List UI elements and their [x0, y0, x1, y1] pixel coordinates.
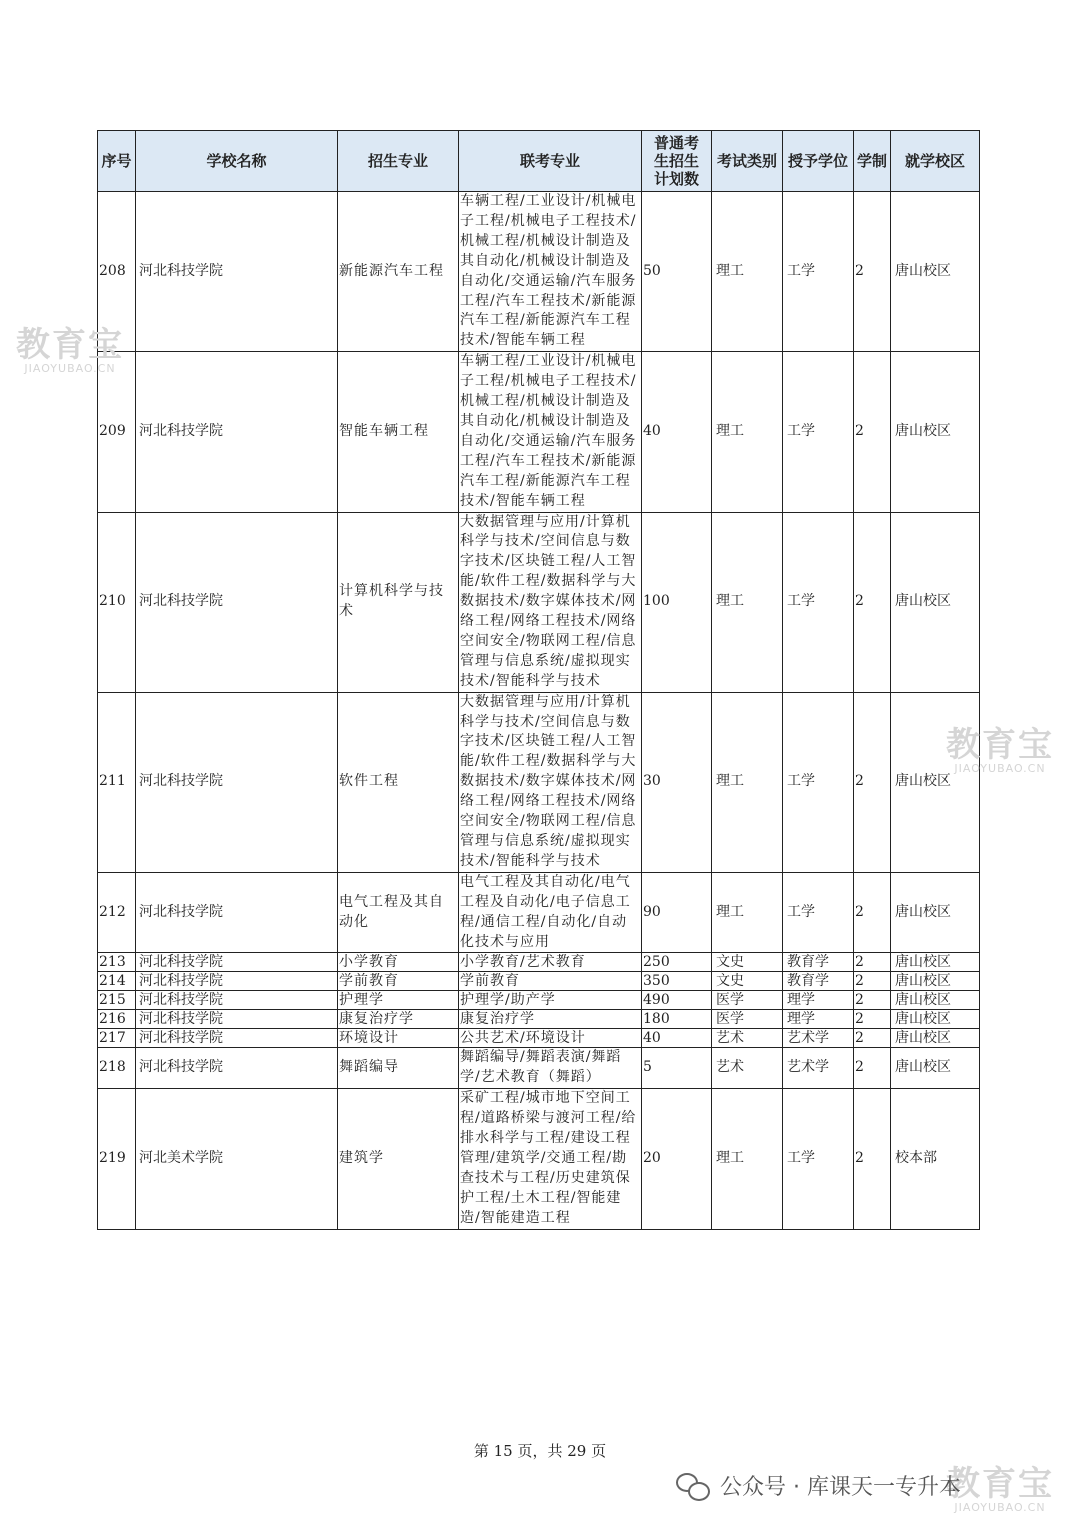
table-row [98, 692, 980, 872]
cell-campus: 唐山校区 [891, 1029, 980, 1048]
cell-category: 文史 [712, 972, 783, 991]
watermark-logo-footer: 教育宝 JIAOYUBAO.CN [946, 1464, 1054, 1514]
cell-major: 学前教育 [338, 972, 459, 991]
cell-school: 河北科技学院 [136, 192, 338, 352]
cell-category: 理工 [712, 692, 783, 872]
wechat-footer [676, 1470, 961, 1501]
table-row [98, 872, 980, 953]
header-years: 学制 [854, 131, 891, 192]
cell-major: 小学教育 [338, 953, 459, 972]
cell-exam-major: 大数据管理与应用/计算机科学与技术/空间信息与数字技术/区块链工程/人工智能/软件工程/数据科学与大数据技术/数字媒体技术/网络工程/网络工程技术/网络空间安全/物联网工程/信息管理与信息系统/虚拟现实技术/智能科学与技术 [459, 512, 642, 692]
cell-school: 河北科技学院 [136, 991, 338, 1010]
cell-category: 理工 [712, 1089, 783, 1229]
cell-campus: 唐山校区 [891, 512, 980, 692]
header-plan: 普通考生招生计划数 [642, 131, 712, 192]
cell-years: 2 [854, 872, 891, 953]
cell-degree: 工学 [783, 352, 854, 512]
cell-campus: 唐山校区 [891, 1010, 980, 1029]
footer-text: 公众号 · 库课天一专升本 [720, 1475, 961, 1500]
cell-degree: 工学 [783, 872, 854, 953]
cell-major: 护理学 [338, 991, 459, 1010]
cell-exam-major: 护理学/助产学 [459, 991, 642, 1010]
cell-category: 理工 [712, 352, 783, 512]
cell-degree: 艺术学 [783, 1048, 854, 1089]
header-no: 序号 [98, 131, 136, 192]
table-row [98, 1010, 980, 1029]
cell-category: 理工 [712, 512, 783, 692]
cell-years: 2 [854, 1029, 891, 1048]
header-campus: 就学校区 [891, 131, 980, 192]
cell-no: 210 [98, 512, 136, 692]
cell-no: 213 [98, 953, 136, 972]
cell-school: 河北科技学院 [136, 512, 338, 692]
cell-exam-major: 采矿工程/城市地下空间工程/道路桥梁与渡河工程/给排水科学与工程/建设工程管理/建筑学/交通工程/勘查技术与工程/历史建筑保护工程/土木工程/智能建造/智能建造工程 [459, 1089, 642, 1229]
page-number: 第 15 页，共 29 页 [473, 1442, 607, 1460]
cell-no: 217 [98, 1029, 136, 1048]
cell-degree: 理学 [783, 991, 854, 1010]
cell-degree: 工学 [783, 192, 854, 352]
cell-plan: 350 [642, 972, 712, 991]
cell-plan: 40 [642, 352, 712, 512]
cell-major: 新能源汽车工程 [338, 192, 459, 352]
cell-exam-major: 车辆工程/工业设计/机械电子工程/机械电子工程技术/机械工程/机械设计制造及其自动化/机械设计制造及自动化/交通运输/汽车服务工程/汽车工程技术/新能源汽车工程/新能源汽车工程技术/智能车辆工程 [459, 352, 642, 512]
cell-school: 河北科技学院 [136, 953, 338, 972]
table-row [98, 953, 980, 972]
cell-campus: 唐山校区 [891, 953, 980, 972]
cell-campus: 唐山校区 [891, 692, 980, 872]
cell-campus: 唐山校区 [891, 192, 980, 352]
header-school: 学校名称 [136, 131, 338, 192]
cell-plan: 100 [642, 512, 712, 692]
cell-exam-major: 公共艺术/环境设计 [459, 1029, 642, 1048]
cell-no: 216 [98, 1010, 136, 1029]
cell-category: 文史 [712, 953, 783, 972]
cell-category: 艺术 [712, 1048, 783, 1089]
cell-major: 康复治疗学 [338, 1010, 459, 1029]
cell-no: 211 [98, 692, 136, 872]
cell-exam-major: 电气工程及其自动化/电气工程及自动化/电子信息工程/通信工程/自动化/自动化技术与应用 [459, 872, 642, 953]
cell-no: 214 [98, 972, 136, 991]
cell-school: 河北美术学院 [136, 1089, 338, 1229]
cell-years: 2 [854, 512, 891, 692]
cell-years: 2 [854, 953, 891, 972]
cell-degree: 理学 [783, 1010, 854, 1029]
cell-no: 219 [98, 1089, 136, 1229]
cell-major: 智能车辆工程 [338, 352, 459, 512]
cell-exam-major: 小学教育/艺术教育 [459, 953, 642, 972]
cell-no: 215 [98, 991, 136, 1010]
table-row [98, 991, 980, 1010]
cell-years: 2 [854, 1048, 891, 1089]
cell-years: 2 [854, 692, 891, 872]
cell-school: 河北科技学院 [136, 692, 338, 872]
cell-degree: 教育学 [783, 972, 854, 991]
cell-exam-major: 车辆工程/工业设计/机械电子工程/机械电子工程技术/机械工程/机械设计制造及其自动化/机械设计制造及自动化/交通运输/汽车服务工程/汽车工程技术/新能源汽车工程/新能源汽车工程技术/智能车辆工程 [459, 192, 642, 352]
cell-major: 电气工程及其自动化 [338, 872, 459, 953]
table-row [98, 192, 980, 352]
cell-years: 2 [854, 352, 891, 512]
watermark-logo-right: 教育宝 JIAOYUBAO.CN [946, 725, 1054, 775]
cell-years: 2 [854, 192, 891, 352]
cell-category: 理工 [712, 192, 783, 352]
cell-school: 河北科技学院 [136, 1048, 338, 1089]
cell-campus: 唐山校区 [891, 352, 980, 512]
cell-plan: 40 [642, 1029, 712, 1048]
cell-degree: 工学 [783, 512, 854, 692]
table-row [98, 352, 980, 512]
cell-campus: 唐山校区 [891, 1048, 980, 1089]
cell-exam-major: 康复治疗学 [459, 1010, 642, 1029]
cell-category: 理工 [712, 872, 783, 953]
table-row [98, 1089, 980, 1229]
watermark-logo-left: 教育宝 JIAOYUBAO.CN [16, 325, 124, 375]
table-row [98, 972, 980, 991]
cell-years: 2 [854, 972, 891, 991]
table-row [98, 1029, 980, 1048]
cell-school: 河北科技学院 [136, 1029, 338, 1048]
cell-degree: 工学 [783, 1089, 854, 1229]
header-degree: 授予学位 [783, 131, 854, 192]
cell-exam-major: 舞蹈编导/舞蹈表演/舞蹈学/艺术教育（舞蹈） [459, 1048, 642, 1089]
table-row [98, 512, 980, 692]
cell-no: 212 [98, 872, 136, 953]
cell-plan: 90 [642, 872, 712, 953]
cell-major: 计算机科学与技术 [338, 512, 459, 692]
admission-table [97, 130, 980, 1230]
table-row [98, 1048, 980, 1089]
cell-years: 2 [854, 1089, 891, 1229]
cell-category: 艺术 [712, 1029, 783, 1048]
cell-campus: 校本部 [891, 1089, 980, 1229]
cell-campus: 唐山校区 [891, 972, 980, 991]
cell-exam-major: 大数据管理与应用/计算机科学与技术/空间信息与数字技术/区块链工程/人工智能/软件工程/数据科学与大数据技术/数字媒体技术/网络工程/网络工程技术/网络空间安全/物联网工程/信息管理与信息系统/虚拟现实技术/智能科学与技术 [459, 692, 642, 872]
cell-campus: 唐山校区 [891, 872, 980, 953]
cell-plan: 490 [642, 991, 712, 1010]
cell-degree: 工学 [783, 692, 854, 872]
header-exam-major: 联考专业 [459, 131, 642, 192]
cell-category: 医学 [712, 991, 783, 1010]
cell-plan: 5 [642, 1048, 712, 1089]
cell-plan: 180 [642, 1010, 712, 1029]
table-header-row [98, 131, 980, 192]
cell-category: 医学 [712, 1010, 783, 1029]
header-major: 招生专业 [338, 131, 459, 192]
cell-plan: 20 [642, 1089, 712, 1229]
cell-degree: 教育学 [783, 953, 854, 972]
cell-major: 软件工程 [338, 692, 459, 872]
header-category: 考试类别 [712, 131, 783, 192]
cell-school: 河北科技学院 [136, 352, 338, 512]
cell-campus: 唐山校区 [891, 991, 980, 1010]
cell-school: 河北科技学院 [136, 872, 338, 953]
cell-exam-major: 学前教育 [459, 972, 642, 991]
cell-plan: 250 [642, 953, 712, 972]
cell-major: 环境设计 [338, 1029, 459, 1048]
cell-no: 209 [98, 352, 136, 512]
cell-plan: 30 [642, 692, 712, 872]
cell-school: 河北科技学院 [136, 972, 338, 991]
wechat-icon [676, 1471, 710, 1501]
cell-years: 2 [854, 1010, 891, 1029]
cell-major: 舞蹈编导 [338, 1048, 459, 1089]
cell-years: 2 [854, 991, 891, 1010]
cell-degree: 艺术学 [783, 1029, 854, 1048]
cell-major: 建筑学 [338, 1089, 459, 1229]
cell-plan: 50 [642, 192, 712, 352]
cell-school: 河北科技学院 [136, 1010, 338, 1029]
cell-no: 208 [98, 192, 136, 352]
cell-no: 218 [98, 1048, 136, 1089]
